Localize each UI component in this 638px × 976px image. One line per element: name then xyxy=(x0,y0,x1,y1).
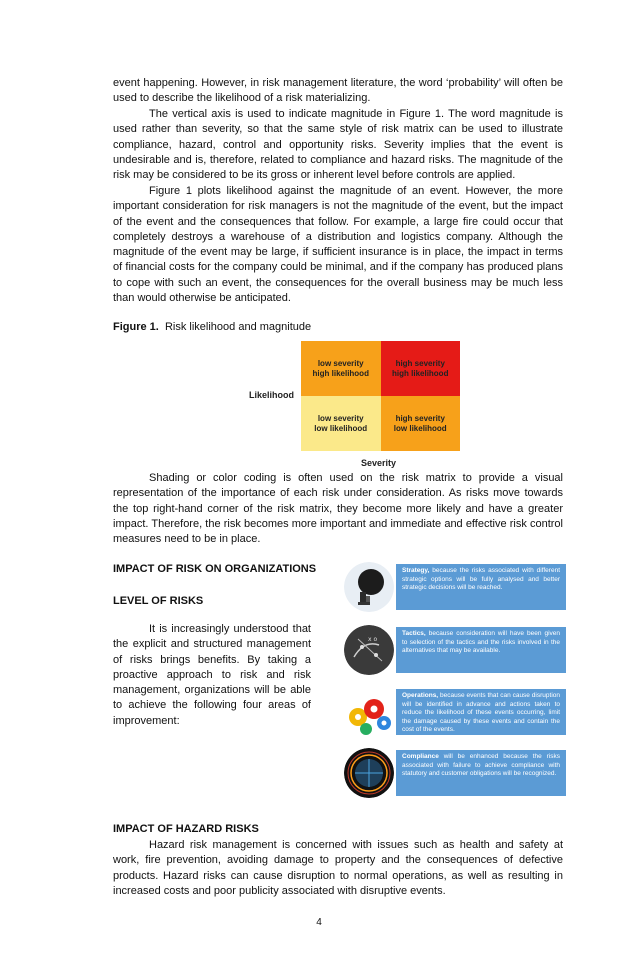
intro-paragraph-2: The vertical axis is used to indicate magnitude in Figure 1. The word magnitude is used rather than severity, so that the same style of risk matrix can be used to illustrate compliance, hazard, control and opportunity risks. Severity implies that the event is undesirable and is, therefore, related to compliance and hazard risks. The magnitude of the risk may be considered to be its gross or inherent level before controls are applied. xyxy=(113,108,563,182)
improvement-area-compliance xyxy=(344,748,566,798)
matrix-cell-label: low severity low likelihood xyxy=(314,413,368,433)
figure-title: Risk likelihood and magnitude xyxy=(164,321,312,333)
intro-paragraph-3: Figure 1 plots likelihood against the magnitude of an event. However, the more important consideration for risk managers is not the magnitude of the event, but the impact of the event and the consequences that follow. For example, a large fire could occur that completely destroys a warehouse of a distribution and logistics company. Although the magnitude of the event may be large, if sufficient insurance is in place, the impact in terms of financial costs for the company could be minimal, and if the company has produced plans to cope with such an event, the consequences for the overall business may be much less than would otherwise be anticipated. xyxy=(113,185,563,305)
area-text: because the risks associated with different strategic options will be fully analysed and better strategic decisions will be reached. xyxy=(402,567,560,591)
matrix-cell-low-severity-high-likelihood xyxy=(301,341,381,396)
matrix-cell-low-severity-low-likelihood xyxy=(301,396,381,451)
improvement-area-tactics xyxy=(344,625,566,675)
hazard-heading: IMPACT OF HAZARD RISKS xyxy=(113,823,259,835)
operations-description xyxy=(396,689,566,735)
compliance-globe-icon xyxy=(344,748,394,798)
matrix-cell-high-severity-low-likelihood xyxy=(381,396,461,451)
area-text: because consideration will have been given to selection of the tactics and the risks involved in the alternatives that may be available. xyxy=(402,630,560,654)
matrix-cell-label: low severity high likelihood xyxy=(312,358,369,378)
area-text: will be enhanced because the risks associated with failure to achieve compliance with statutory and customer obligations will be recognized. xyxy=(402,753,560,777)
intro-paragraph-1: event happening. However, in risk management literature, the word ‘probability’ will often be used to describe the likelihood of a risk materializing. xyxy=(113,77,563,105)
page-number: 4 xyxy=(316,917,322,928)
hazard-paragraph: Hazard risk management is concerned with issues such as health and safety at work, fire prevention, avoiding damage to property and the consequences of defective products. Hazard risks can cause disruption to normal operations, as well as resulting in increased costs and poor publicity associated with disruptive events. xyxy=(113,839,563,897)
chess-hand-icon xyxy=(344,562,394,612)
severity-axis-label: Severity xyxy=(361,458,397,468)
gears-people-icon xyxy=(344,687,394,737)
improvement-area-operations xyxy=(344,687,566,737)
matrix-cell-label: high severity low likelihood xyxy=(393,413,447,433)
tactics-description xyxy=(396,627,566,673)
matrix-cell-high-severity-high-likelihood xyxy=(381,341,461,396)
tactics-board-icon xyxy=(344,625,394,675)
compliance-description xyxy=(396,750,566,796)
svg-text:x o: x o xyxy=(368,636,378,643)
area-term: Tactics, xyxy=(402,630,426,637)
shading-paragraph: Shading or color coding is often used on the risk matrix to provide a visual representation of the importance of each risk under consideration. As risks move towards the top right-hand corner of the risk matrix, they become more likely and have a greater impact. Therefore, the risk becomes more important and immediate and effective risk control measures need to be in place. xyxy=(113,472,563,546)
improvement-area-strategy xyxy=(344,562,566,612)
area-text: because events that can cause disruption will be identified in advance and actions taken to reduce the likelihood of these events occurring, limit the damage caused by these events and contain the cost of the events. xyxy=(402,692,560,733)
level-paragraph: It is increasingly understood that the explicit and structured management of risks brings benefits. By taking a proactive approach to risk and risk management, organizations will be able to achieve the following four areas of improvement: xyxy=(113,623,311,727)
strategy-description xyxy=(396,564,566,610)
figure-caption xyxy=(113,321,311,333)
level-heading: LEVEL OF RISKS xyxy=(113,595,204,607)
matrix-cell-label: high severity high likelihood xyxy=(392,358,449,378)
risk-matrix xyxy=(301,341,460,451)
area-term: Strategy, xyxy=(402,567,430,574)
area-term: Operations, xyxy=(402,692,439,699)
impact-heading: IMPACT OF RISK ON ORGANIZATIONS xyxy=(113,563,317,575)
area-term: Compliance xyxy=(402,753,439,760)
likelihood-axis-label: Likelihood xyxy=(249,390,294,400)
figure-number: Figure 1. xyxy=(113,321,159,333)
